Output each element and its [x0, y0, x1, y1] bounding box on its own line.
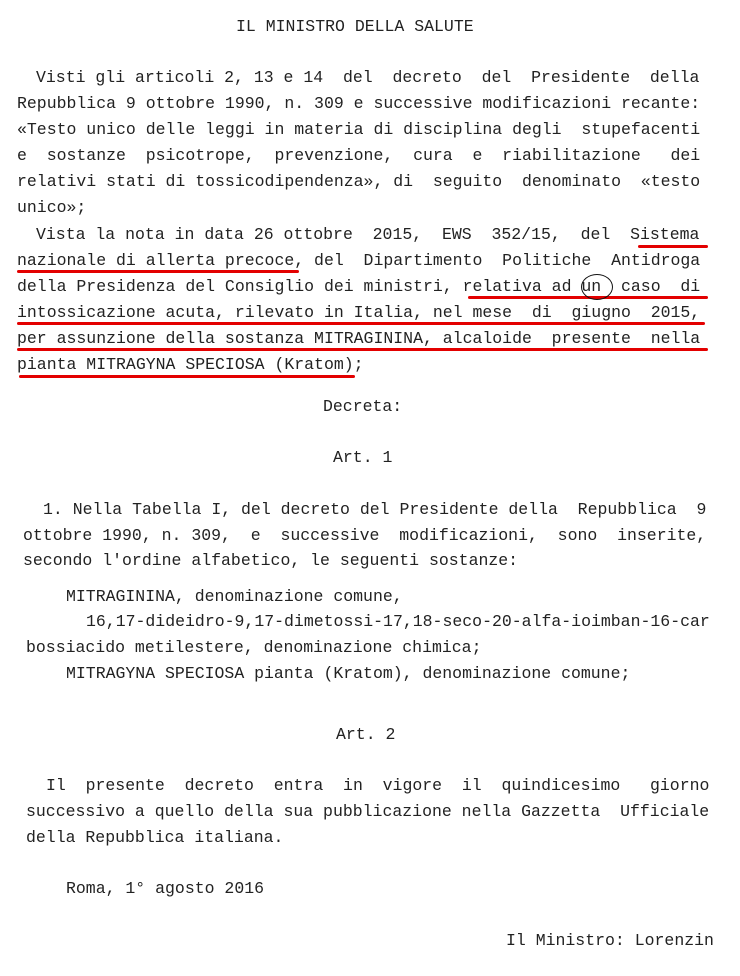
article-line: secondo l'ordine alfabetico, le seguenti sostanze: [23, 551, 519, 570]
article-heading: Art. 1 [333, 448, 393, 467]
preamble-line: Repubblica 9 ottobre 1990, n. 309 e successive modificazioni recante: [17, 94, 701, 113]
article-line: 1. Nella Tabella I, del decreto del Presidente della Repubblica 9 [43, 500, 707, 519]
substance-line: MITRAGININA, denominazione comune, [66, 587, 403, 606]
preamble-line: e sostanze psicotrope, prevenzione, cura e riabilitazione dei [17, 146, 701, 165]
substance-line: bossiacido metilestere, denominazione chimica; [26, 638, 482, 657]
place-date: Roma, 1° agosto 2016 [66, 879, 265, 898]
circle-annotation [581, 274, 613, 300]
article-line: della Repubblica italiana. [26, 828, 284, 847]
preamble-line: Visti gli articoli 2, 13 e 14 del decreto del Presidente della [36, 68, 700, 87]
substance-line: 16,17-dideidro-9,17-dimetossi-17,18-seco-20-alfa-ioimban-16-car [86, 612, 710, 631]
preamble-line: intossicazione acuta, rilevato in Italia, nel mese di giugno 2015, [17, 303, 701, 322]
highlight-underline [19, 375, 355, 378]
preamble-line: Vista la nota in data 26 ottobre 2015, EWS 352/15, del Sistema [36, 225, 700, 244]
preamble-line: «Testo unico delle leggi in materia di disciplina degli stupefacenti [17, 120, 701, 139]
highlight-underline [17, 322, 705, 325]
highlight-underline [638, 245, 708, 248]
article-line: successivo a quello della sua pubblicazione nella Gazzetta Ufficiale [26, 802, 710, 821]
article-heading: Art. 2 [336, 725, 396, 744]
preamble-line: unico»; [17, 198, 87, 217]
preamble-line: nazionale di allerta precoce, del Dipartimento Politiche Antidroga [17, 251, 701, 270]
article-line: ottobre 1990, n. 309, e successive modificazioni, sono inserite, [23, 526, 707, 545]
substance-line: MITRAGYNA SPECIOSA pianta (Kratom), denominazione comune; [66, 664, 631, 683]
highlight-underline [17, 270, 299, 273]
document-title: IL MINISTRO DELLA SALUTE [236, 17, 474, 36]
article-line: Il presente decreto entra in vigore il quindicesimo giorno [46, 776, 710, 795]
decreta-heading: Decreta: [323, 397, 403, 416]
preamble-line: relativi stati di tossicodipendenza», di seguito denominato «testo [17, 172, 701, 191]
highlight-underline [17, 348, 708, 351]
preamble-line: della Presidenza del Consiglio dei ministri, relativa ad un caso di [17, 277, 701, 296]
preamble-line: per assunzione della sostanza MITRAGININA, alcaloide presente nella [17, 329, 701, 348]
signature: Il Ministro: Lorenzin [506, 931, 714, 950]
preamble-line: pianta MITRAGYNA SPECIOSA (Kratom); [17, 355, 364, 374]
